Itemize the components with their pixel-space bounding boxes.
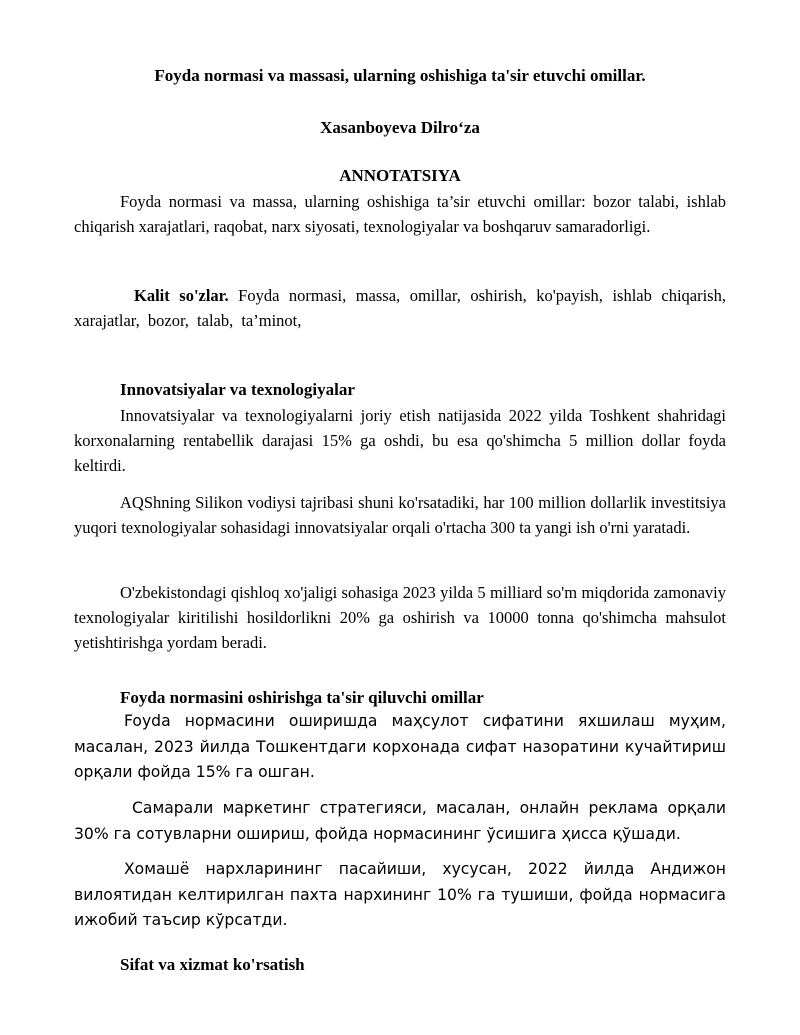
innovations-paragraph-2: AQShning Silikon vodiysi tajribasi shuni ko'rsatadiki, har 100 million dollarlik investitsiya yuqori texnologiyalar sohasidagi innovatsiyalar orqali o'rtacha 300 ta yangi ish o'rni yaratadi. [74, 493, 726, 537]
keywords-label: Kalit so'zlar. [134, 286, 229, 305]
annotation-heading: ANNOTATSIYA [339, 166, 461, 185]
keywords-text: Foyda normasi, massa, omillar, oshirish, ko'payish, ishlab chiqarish, xarajatlar, bozor, talab, ta’minot, [74, 286, 726, 330]
innovations-paragraph-3: O'zbekistondagi qishloq xo'jaligi sohasiga 2023 yilda 5 milliard so'm miqdorida zamonaviy texnologiyalar kiritilishi hosildorlikni 20% ga oshirish va 10000 tonna qo'shimcha mahsulot yetishtirishga yordam beradi. [74, 583, 726, 652]
profit-factors-paragraph-3: Хомашё нархларининг пасайиши, хусусан, 2022 йилда Андижон вилоятидан келтирилган пахта нархининг 10% га тушиши, фойда нормасига ижобий таъсир кўрсатди. [74, 860, 726, 929]
section-heading-profit-factors: Foyda normasini oshirishga ta'sir qiluvchi omillar [120, 688, 484, 707]
innovations-paragraph-1: Innovatsiyalar va texnologiyalarni joriy etish natijasida 2022 yilda Toshkent shahridagi korxonalarning rentabellik darajasi 15% ga oshdi, bu esa qo'shimcha 5 million dollar foyda keltirdi. [74, 406, 726, 475]
profit-factors-paragraph-1: Foyda нормасини оширишда маҳсулот сифатини яхшилаш муҳим, масалан, 2023 йилда Тошкентдаги корхонада сифат назоратини кучайтириш орқали фойда 15% га ошган. [74, 712, 726, 781]
annotation-text: Foyda normasi va massa, ularning oshishiga ta’sir etuvchi omillar: bozor talabi, ishlab chiqarish xarajatlari, raqobat, narx siyosati, texnologiyalar va boshqaruv samaradorligi. [74, 192, 726, 236]
keywords-paragraph [74, 283, 726, 333]
section-heading-innovations: Innovatsiyalar va texnologiyalar [120, 380, 355, 399]
profit-factors-paragraph-2: Самарали маркетинг стратегияси, масалан, онлайн реклама орқали 30% га сотувларни ошириш, фойда нормасининг ўсишига ҳисса қўшади. [74, 799, 726, 843]
section-heading-quality: Sifat va xizmat ko'rsatish [120, 955, 305, 974]
author-name: Xasanboyeva Dilro‘za [320, 118, 480, 137]
document-title: Foyda normasi va massasi, ularning oshishiga ta'sir etuvchi omillar. [154, 66, 646, 85]
